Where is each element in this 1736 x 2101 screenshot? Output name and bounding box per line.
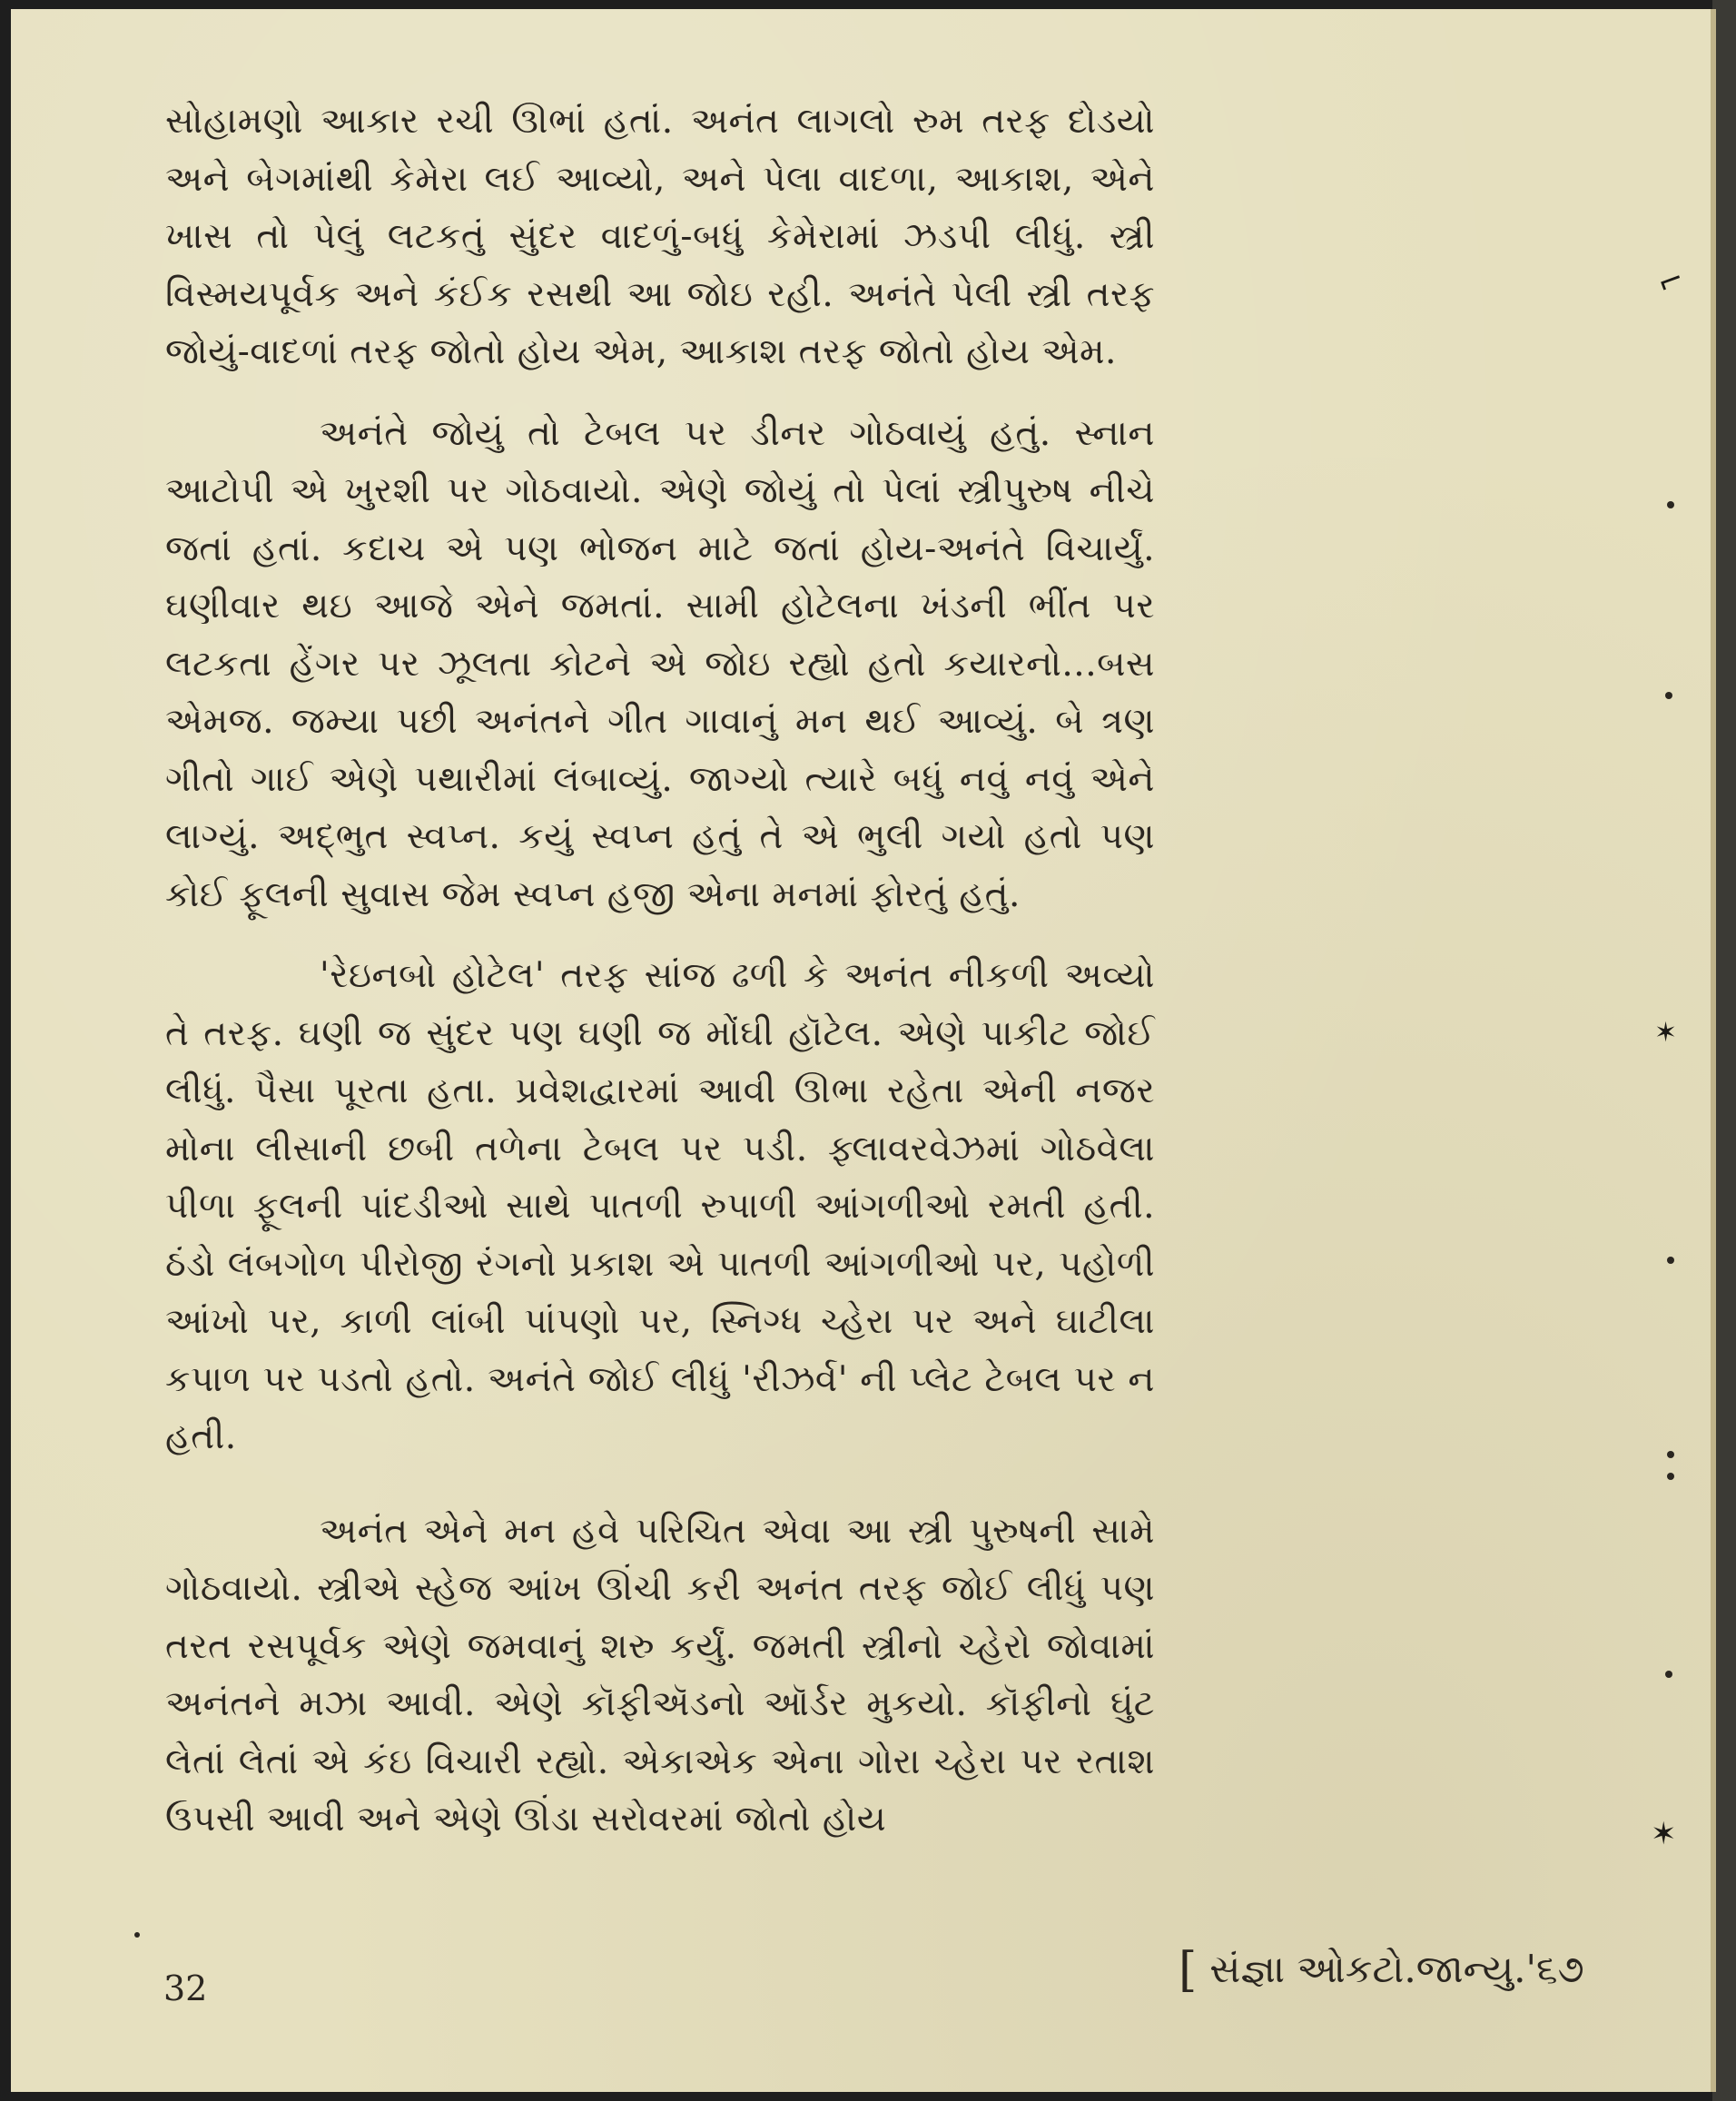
paragraph-1: સોહામણો આકાર રચી ઊભાં હતાં. અનંત લાગલો રુમ તરફ દોડયો અને બેગમાંથી કેમેરા લઈ આવ્યો, અને પેલા વાદળા, આકાશ, એને ખાસ તો પેલું લટકતું સુંદર વાદળું-બધું કેમેરામાં ઝડપી લીધું. સ્ત્રી વિસ્મયપૂર્વક અને કંઈક રસથી આ જોઇ રહી. અનંતે પેલી સ્ત્રી તરફ જોયું-વાદળાં તરફ જોતો હોય એમ, આકાશ તરફ જોતો હોય એમ. <box>165 101 1155 372</box>
paragraph-2: અનંતે જોયું તો ટેબલ પર ડીનર ગોઠવાયું હતું. સ્નાન આટોપી એ ખુરશી પર ગોઠવાયો. એણે જોયું તો પેલાં સ્ત્રીપુરુષ નીચે જતાં હતાં. કદાચ એ પણ ભોજન માટે જતાં હોય-અનંતે વિચાર્યું. ઘણીવાર થઇ આજે એને જમતાં. સામી હોટેલના ખંડની ભીંત પર લટકતા હેંગર પર ઝૂલતા કોટને એ જોઇ રહ્યો હતો કયારનો...બસ એમજ. જમ્યા પછી અનંતને ગીત ગાવાનું મન થઈ આવ્યું. બે ત્રણ ગીતો ગાઈ એણે પથારીમાં લંબાવ્યું. જાગ્યો ત્યારે બધું નવું નવું એને લાગ્યું. અદ્‌ભુત સ્વપ્ન. કયું સ્વપ્ન હતું તે એ ભુલી ગયો હતો પણ કોઈ ફૂલની સુવાસ જેમ સ્વપ્ન હજી એના મનમાં ફોરતું હતું. <box>165 412 1155 915</box>
margin-star-mark: ✶ <box>1654 1017 1678 1049</box>
reference-text: સંજ્ઞા ઓકટો.જાન્યુ.'૬૭ <box>1209 1947 1584 1991</box>
margin-mark: ⌐ <box>1652 260 1690 303</box>
body-text <box>165 93 1155 1849</box>
page-number: 32 <box>163 1968 208 2008</box>
margin-star-mark: ✶ <box>1651 1816 1677 1852</box>
reference-bracket: [ <box>1179 1943 1198 1997</box>
margin-speck <box>1667 1451 1674 1458</box>
margin-speck <box>1667 1473 1674 1480</box>
paragraph-3: 'રેઇનબો હોટેલ' તરફ સાંજ ઢળી કે અનંત નીકળી અવ્યો તે તરફ. ઘણી જ સુંદર પણ ઘણી જ મોંઘી હૉટેલ. એણે પાકીટ જોઈ લીધું. પૈસા પૂરતા હતા. પ્રવેશદ્વારમાં આવી ઊભા રહેતા એની નજર મોના લીસાની છબી તળેના ટેબલ પર પડી. ફ્લાવરવેઝમાં ગોઠવેલા પીળા ફૂલની પાંદડીઓ સાથે પાતળી રુપાળી આંગળીઓ રમતી હતી. ઠંડો લંબગોળ પીરોજી રંગનો પ્રકાશ એ પાતળી આંગળીઓ પર, પહોળી આંખો પર, કાળી લાંબી પાંપણો પર, સ્નિગ્ધ ચ્હેરા પર અને ઘાટીલા કપાળ પર પડતો હતો. અનંતે જોઈ લીધું 'રીઝર્વ' ની પ્લેટ ટેબલ પર ન હતી. <box>165 955 1155 1457</box>
margin-speck <box>1665 692 1672 699</box>
margin-speck <box>1665 1671 1672 1678</box>
margin-speck <box>134 1932 140 1938</box>
margin-speck <box>1667 501 1674 508</box>
margin-speck <box>1667 1257 1674 1264</box>
paragraph-4: અનંત એને મન હવે પરિચિત એવા આ સ્ત્રી પુરુષની સામે ગોઠવાયો. સ્ત્રીએ સ્હેજ આંખ ઊંચી કરી અનંત તરફ જોઈ લીધું પણ તરત રસપૂર્વક એણે જમવાનું શરુ કર્યું. જમતી સ્ત્રીનો ચ્હેરો જોવામાં અનંતને મઝા આવી. એણે કૉફીઍડનો ઑર્ડર મુકયો. કૉફીનો ઘુંટ લેતાં લેતાં એ કંઇ વિચારી રહ્યો. એકાએક એના ગોરા ચ્હેરા પર રતાશ ઉપસી આવી અને એણે ઊંડા સરોવરમાં જોતો હોય <box>165 1510 1155 1840</box>
publication-reference <box>1179 1943 1584 1997</box>
